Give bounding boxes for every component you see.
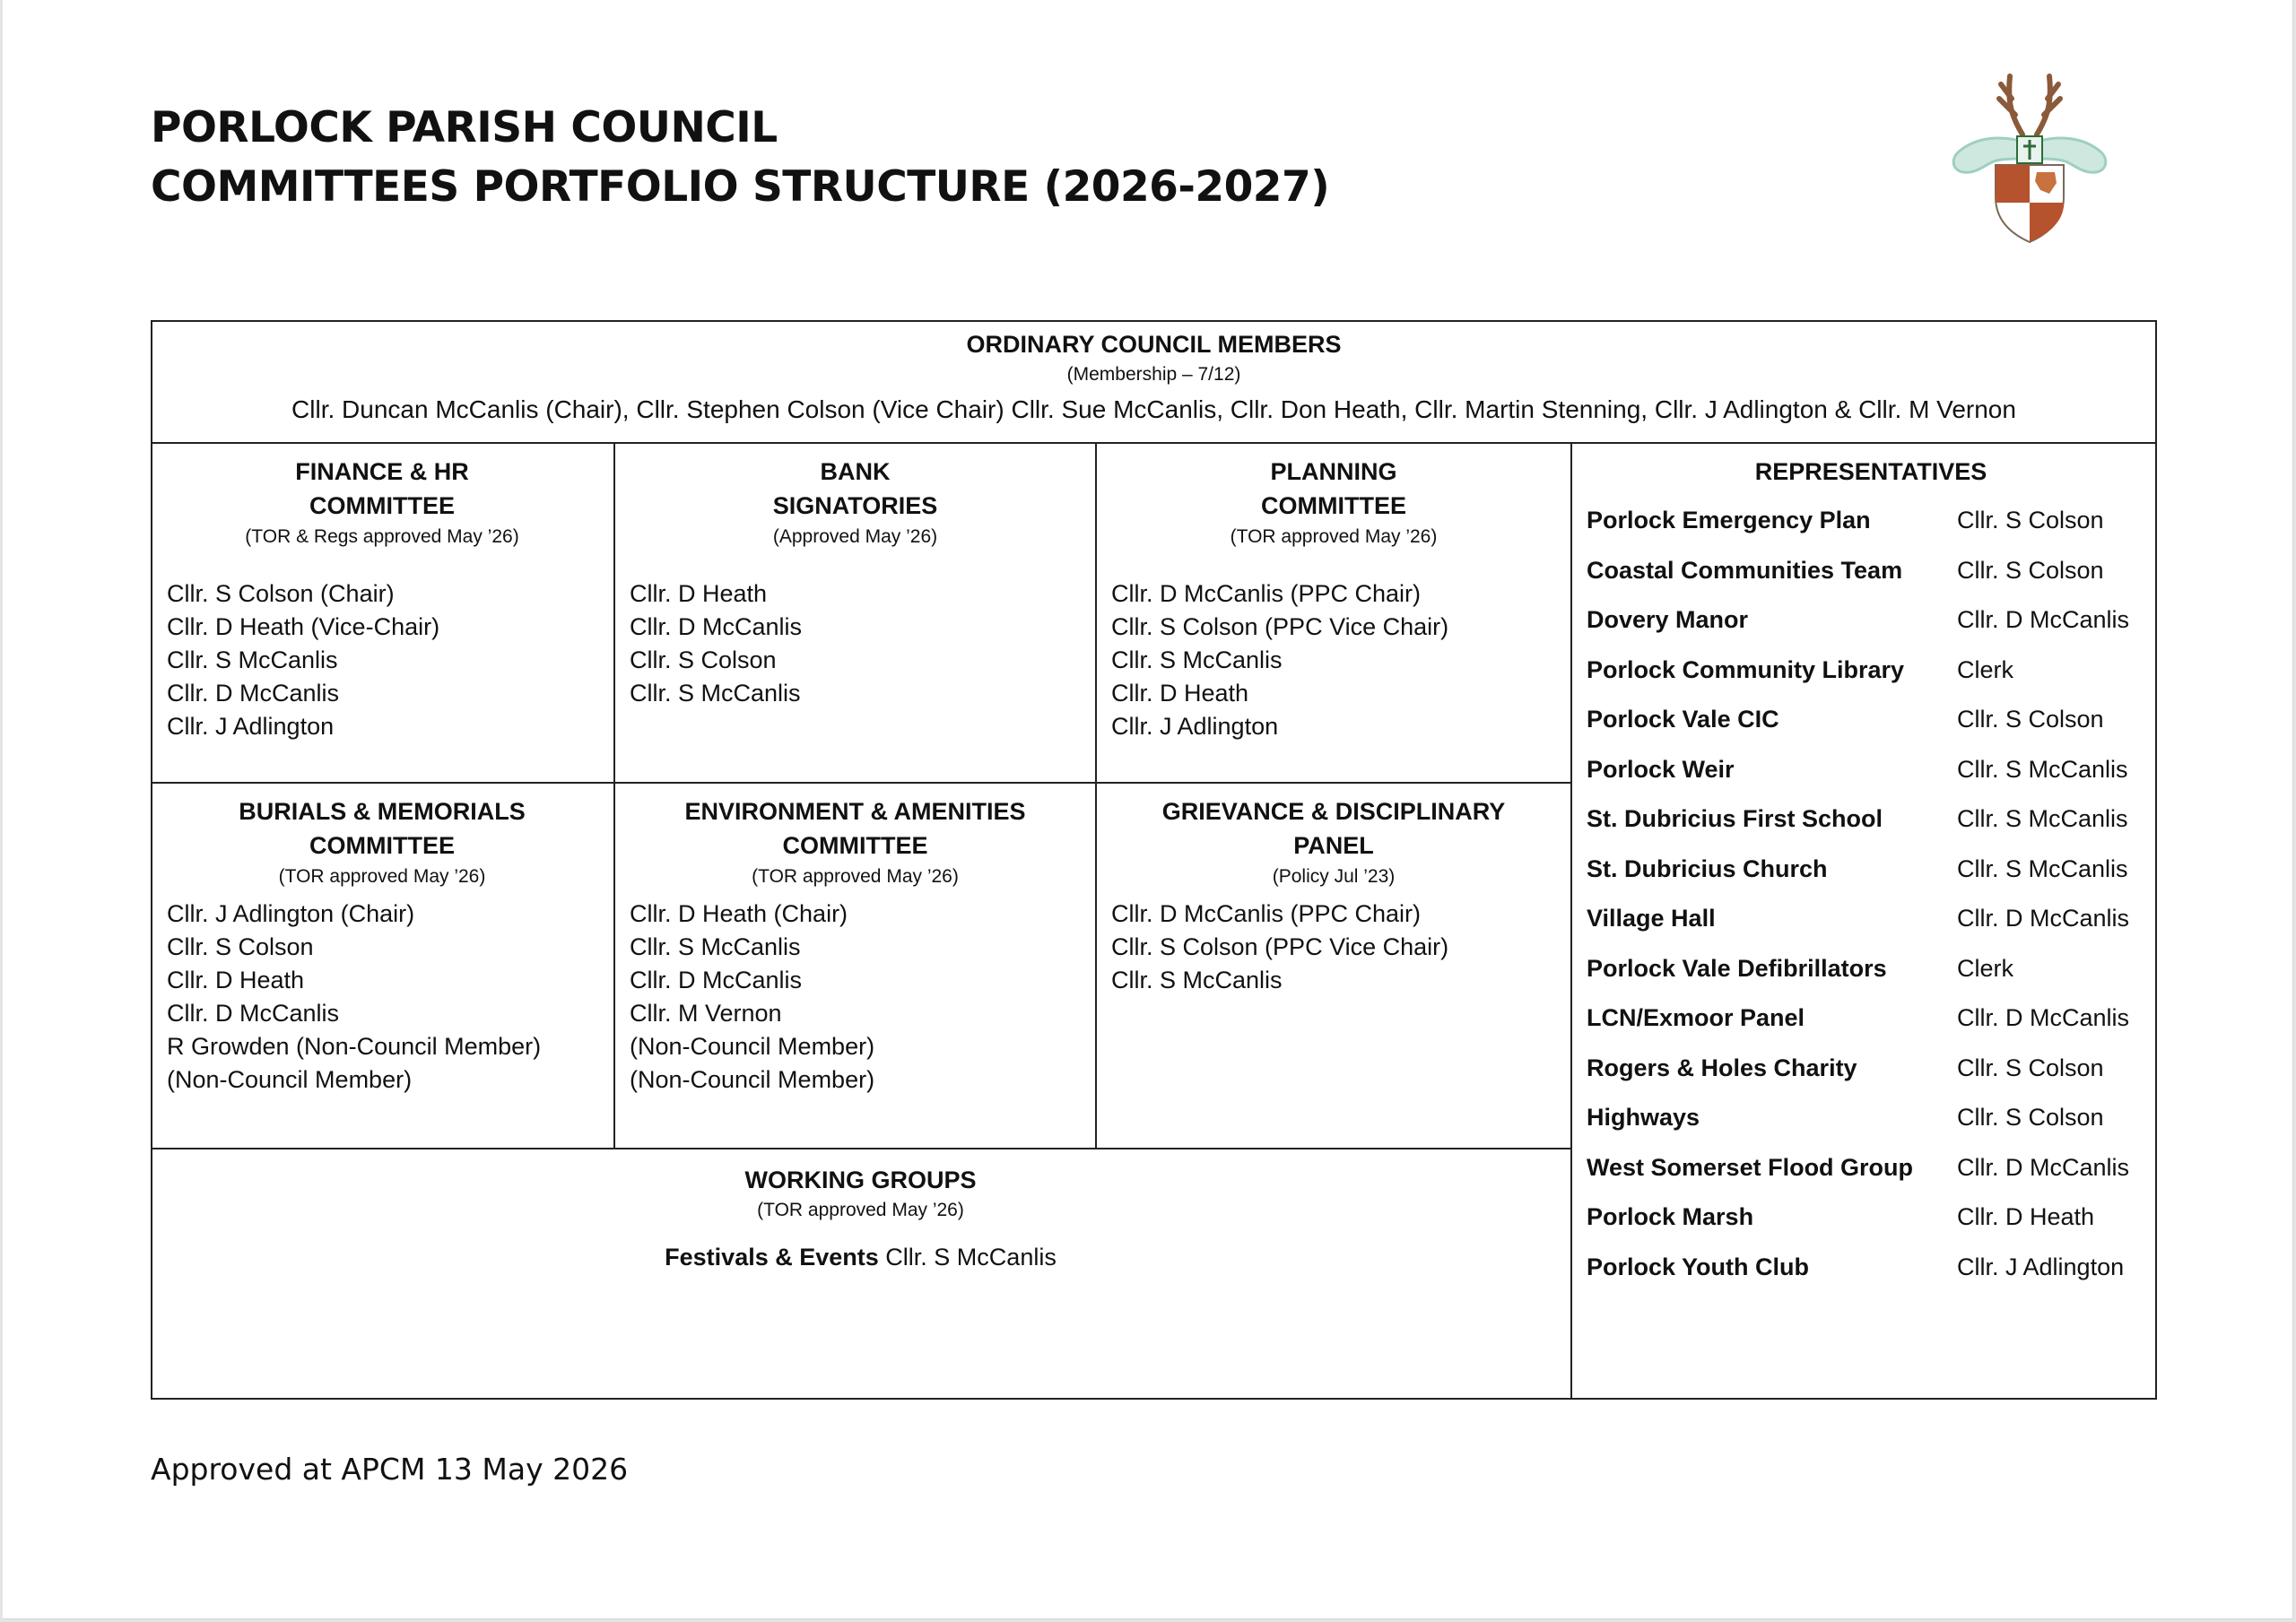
ordinary-members-list: Cllr. Duncan McCanlis (Chair), Cllr. Stephen Colson (Vice Chair) Cllr. Sue McCanlis, Cllr. Don Heath, Cllr. Martin Stenning, Cllr. J Adlington & Cllr. M Vernon <box>291 395 2016 423</box>
representative-member: Cllr. S McCanlis <box>1957 805 2128 832</box>
committee-approval-note: (TOR approved May ’26) <box>278 866 486 887</box>
committee-member: Cllr. D McCanlis <box>630 613 803 640</box>
working-groups-approval-note: (TOR approved May ’26) <box>757 1200 964 1220</box>
representative-row <box>1587 1054 2155 1105</box>
representative-body: Porlock Youth Club <box>1587 1253 1810 1280</box>
committee-heading: SIGNATORIES <box>772 492 938 519</box>
committee-member: Cllr. S Colson (PPC Vice Chair) <box>1111 933 1449 960</box>
representative-member: Cllr. S Colson <box>1957 706 2104 733</box>
representative-member: Cllr. D Heath <box>1957 1203 2095 1230</box>
working-group-name: Festivals & Events <box>665 1244 879 1271</box>
representative-row <box>1587 1104 2155 1154</box>
document-page <box>3 0 2293 1619</box>
representative-member: Cllr. D McCanlis <box>1957 1153 2130 1181</box>
committee-heading: BURIALS & MEMORIALS <box>239 798 526 825</box>
committee-member: (Non-Council Member) <box>630 1066 875 1093</box>
representative-row <box>1587 1004 2155 1054</box>
committee-heading: PANEL <box>1293 832 1374 859</box>
representatives-section <box>1572 455 2155 1303</box>
committee-member: Cllr. D McCanlis (PPC Chair) <box>1111 900 1422 927</box>
ordinary-members-heading: ORDINARY COUNCIL MEMBERS <box>966 331 1342 358</box>
committee-member: Cllr. S Colson <box>167 933 314 960</box>
ordinary-membership-count: (Membership – 7/12) <box>1066 364 1241 385</box>
representative-row <box>1587 905 2155 955</box>
representatives-heading: REPRESENTATIVES <box>1754 458 1987 485</box>
ordinary-members-section <box>151 327 2157 428</box>
page-title <box>151 99 1329 217</box>
representative-body: Dovery Manor <box>1587 606 1749 633</box>
committee-heading: GRIEVANCE & DISCIPLINARY <box>1161 798 1506 825</box>
representative-body: Porlock Vale Defibrillators <box>1587 954 1887 982</box>
committee-approval-note: (TOR approved May ’26) <box>752 866 959 887</box>
representative-member: Cllr. D McCanlis <box>1957 1004 2130 1031</box>
representative-row <box>1587 1253 2155 1304</box>
representative-row <box>1587 855 2155 906</box>
committee-heading: COMMITTEE <box>309 832 455 859</box>
finance-hr-committee <box>151 455 613 743</box>
representative-body: Coastal Communities Team <box>1587 556 1903 584</box>
committee-heading: COMMITTEE <box>1261 492 1406 519</box>
representative-member: Cllr. S Colson <box>1957 556 2104 584</box>
representative-body: St. Dubricius Church <box>1587 854 1828 882</box>
representative-body: Porlock Emergency Plan <box>1587 507 1871 533</box>
committee-member: Cllr. S McCanlis <box>1111 967 1283 993</box>
title-line-council: PORLOCK PARISH COUNCIL <box>151 103 778 152</box>
committee-member: Cllr. J Adlington <box>1111 713 1279 740</box>
representative-body: Porlock Marsh <box>1587 1203 1754 1230</box>
committee-heading: COMMITTEE <box>782 832 928 859</box>
committee-member: Cllr. S Colson (PPC Vice Chair) <box>1111 613 1449 640</box>
committee-member: Cllr. D Heath (Chair) <box>630 900 848 927</box>
committee-member: (Non-Council Member) <box>630 1033 875 1060</box>
working-groups-heading: WORKING GROUPS <box>744 1167 977 1193</box>
committee-structure-table <box>151 320 2157 1400</box>
committee-approval-note: (Policy Jul ’23) <box>1272 866 1396 887</box>
representative-body: West Somerset Flood Group <box>1587 1153 1914 1181</box>
representative-member: Cllr. D McCanlis <box>1957 905 2130 932</box>
committee-approval-note: (TOR approved May ’26) <box>1230 526 1438 547</box>
representative-member: Cllr. S Colson <box>1957 507 2104 533</box>
committee-heading: FINANCE & HR <box>295 458 469 485</box>
working-group-member: Cllr. S McCanlis <box>885 1244 1057 1271</box>
committee-approval-note: (Approved May ’26) <box>772 526 938 547</box>
committee-member: Cllr. J Adlington <box>167 713 335 740</box>
planning-committee <box>1097 455 1570 743</box>
bank-signatories <box>615 455 1095 710</box>
representative-row <box>1587 1154 2155 1204</box>
committee-member: Cllr. S McCanlis <box>1111 646 1283 673</box>
representative-member: Cllr. S McCanlis <box>1957 755 2128 783</box>
committee-member: Cllr. D Heath <box>167 967 305 993</box>
representative-member: Cllr. D McCanlis <box>1957 606 2130 633</box>
representative-row <box>1587 1203 2155 1253</box>
representative-row <box>1587 756 2155 806</box>
committee-member: Cllr. D Heath <box>1111 680 1249 707</box>
representative-member: Cllr. J Adlington <box>1957 1253 2125 1280</box>
representative-body: Village Hall <box>1587 905 1716 932</box>
environment-amenities-committee <box>615 794 1095 1097</box>
representative-row <box>1587 805 2155 855</box>
committee-member: Cllr. D McCanlis <box>630 967 803 993</box>
committee-member: Cllr. S McCanlis <box>630 933 801 960</box>
representative-body: Porlock Weir <box>1587 755 1735 783</box>
representative-body: LCN/Exmoor Panel <box>1587 1004 1805 1031</box>
committee-member: (Non-Council Member) <box>167 1066 413 1093</box>
committee-approval-note: (TOR & Regs approved May ’26) <box>245 526 519 547</box>
representative-row <box>1587 606 2155 656</box>
committee-member: Cllr. D McCanlis (PPC Chair) <box>1111 580 1422 607</box>
committee-member: Cllr. D McCanlis <box>167 680 340 707</box>
title-line-structure: COMMITTEES PORTFOLIO STRUCTURE (2026-2027) <box>151 162 1330 212</box>
representative-member: Cllr. S McCanlis <box>1957 854 2128 882</box>
representative-row <box>1587 507 2155 557</box>
representative-member: Clerk <box>1957 655 2014 683</box>
committee-heading: BANK <box>820 458 891 485</box>
representative-row <box>1587 706 2155 756</box>
approval-footer: Approved at APCM 13 May 2026 <box>151 1452 629 1487</box>
working-groups-section <box>151 1163 1570 1274</box>
representative-body: St. Dubricius First School <box>1587 805 1883 832</box>
representative-body: Porlock Vale CIC <box>1587 706 1779 733</box>
council-crest-logo <box>1940 72 2119 251</box>
working-group-item <box>151 1240 1570 1274</box>
committee-member: Cllr. S Colson (Chair) <box>167 580 395 607</box>
committee-member: Cllr. S Colson <box>630 646 777 673</box>
committee-member: Cllr. S McCanlis <box>167 646 338 673</box>
representative-row <box>1587 955 2155 1005</box>
grievance-disciplinary-panel <box>1097 794 1570 997</box>
committee-heading: ENVIRONMENT & AMENITIES <box>684 798 1026 825</box>
burials-memorials-committee <box>151 794 613 1097</box>
committee-heading: COMMITTEE <box>309 492 455 519</box>
representative-row <box>1587 656 2155 707</box>
representative-body: Highways <box>1587 1104 1700 1131</box>
representative-member: Cllr. S Colson <box>1957 1104 2104 1131</box>
representative-body: Porlock Community Library <box>1587 655 1905 683</box>
representative-member: Clerk <box>1957 954 2014 982</box>
committee-member: R Growden (Non-Council Member) <box>167 1033 542 1060</box>
representative-member: Cllr. S Colson <box>1957 1054 2104 1081</box>
representative-body: Rogers & Holes Charity <box>1587 1054 1857 1081</box>
committee-member: Cllr. D Heath <box>630 580 768 607</box>
committee-heading: PLANNING <box>1270 458 1397 485</box>
committee-member: Cllr. M Vernon <box>630 1000 782 1027</box>
committee-member: Cllr. D Heath (Vice-Chair) <box>167 613 440 640</box>
representative-row <box>1587 557 2155 607</box>
committee-member: Cllr. D McCanlis <box>167 1000 340 1027</box>
committee-member: Cllr. S McCanlis <box>630 680 801 707</box>
committee-member: Cllr. J Adlington (Chair) <box>167 900 415 927</box>
